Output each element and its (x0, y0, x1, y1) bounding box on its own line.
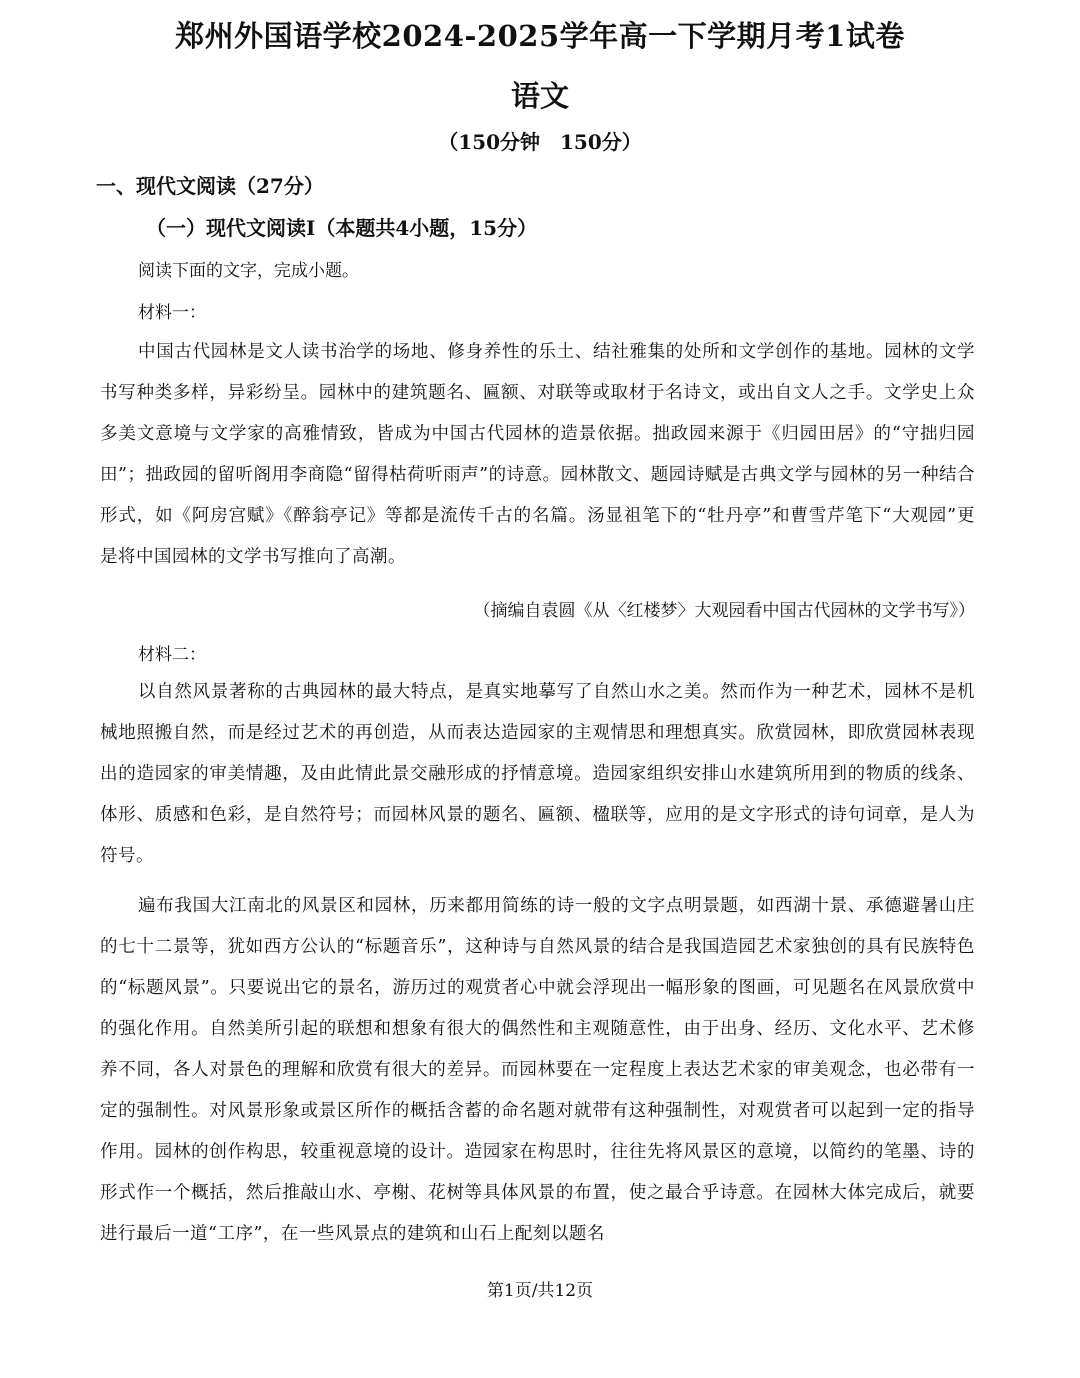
exam-title: 郑州外国语学校2024-2025学年高一下学期月考1试卷 (175, 19, 905, 53)
reading-instruction: 阅读下面的文字，完成小题。 (138, 261, 359, 281)
material-one-text: 中国古代园林是文人读书治学的场地、修身养性的乐土、结社雅集的处所和文学创作的基地。园林的文学书写种类多样，异彩纷呈。园林中的建筑题名、匾额、对联等或取材于名诗文，或出自文人之手。文学史上众多美文意境与文学家的高雅情致，皆成为中国古代园林的造景依据。拙政园来源于《归园田居》的“守拙归园田”；拙政园的留听阁用李商隐“留得枯荷听雨声”的诗意。园林散文、题园诗赋是古典文学与园林的另一种结合形式，如《阿房宫赋》《醉翁亭记》等都是流传千古的名篇。汤显祖笔下的“牡丹亭”和曹雪芹笔下“大观园”更是将中国园林的文学书写推向了高潮。 (100, 342, 975, 567)
material-two-paragraph-1: 以自然风景著称的古典园林的最大特点，是真实地摹写了自然山水之美。然而作为一种艺术，园林不是机械地照搬自然，而是经过艺术的再创造，从而表达造园家的主观情思和理想真实。欣赏园林，即欣赏园林表现出的造园家的审美情趣，及由此情此景交融形成的抒情意境。造园家组织安排山水建筑所用到的物质的线条、体形、质感和色彩，是自然符号；而园林风景的题名、匾额、楹联等，应用的是文字形式的诗句词章，是人为符号。 (100, 682, 975, 866)
material-two-label: 材料二： (138, 645, 206, 665)
material-one-source: （摘编自袁圆《从〈红楼梦〉大观园看中国古代园林的文学书写》） (473, 601, 975, 621)
subsection-heading: （一）现代文阅读Ⅰ（本题共4小题，15分） (146, 216, 538, 240)
page-number: 第1页/共12页 (486, 1281, 594, 1301)
section-heading: 一、现代文阅读（27分） (96, 174, 324, 198)
material-two-paragraph-2: 遍布我国大江南北的风景区和园林，历来都用简练的诗一般的文字点明景题，如西湖十景、承德避暑山庄的七十二景等，犹如西方公认的“标题音乐”，这种诗与自然风景的结合是我国造园艺术家独创的具有民族特色的“标题风景”。只要说出它的景名，游历过的观赏者心中就会浮现出一幅形象的图画，可见题名在风景欣赏中的强化作用。自然美所引起的联想和想象有很大的偶然性和主观随意性，由于出身、经历、文化水平、艺术修养不同，各人对景色的理解和欣赏有很大的差异。而园林要在一定程度上表达艺术家的审美观念，也必带有一定的强制性。对风景形象或景区所作的概括含蓄的命名题对就带有这种强制性，对观赏者可以起到一定的指导作用。园林的创作构思，较重视意境的设计。造园家在构思时，往往先将风景区的意境，以简约的笔墨、诗的形式作一个概括，然后推敲山水、亭榭、花树等具体风景的布置，使之最合乎诗意。在园林大体完成后，就要进行最后一道“工序”，在一些风景点的建筑和山石上配刻以题名 (100, 896, 975, 1244)
exam-time-score: （150分钟 150分） (438, 130, 642, 154)
material-one-label: 材料一： (138, 303, 206, 323)
subject-title: 语文 (510, 79, 569, 113)
